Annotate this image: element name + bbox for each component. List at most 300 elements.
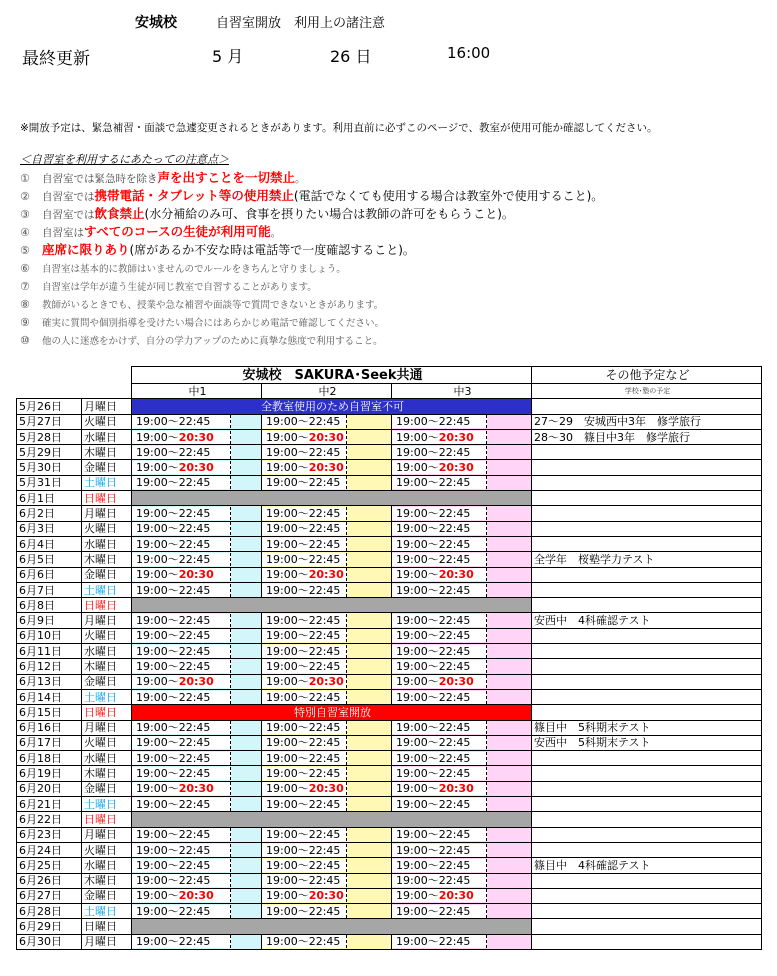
time-start: 19:00～ xyxy=(136,843,179,857)
time-end: 22:45 xyxy=(178,614,211,628)
rule-text: 自習室では xyxy=(42,191,95,203)
time-end: 22:45 xyxy=(178,629,211,643)
rule-item xyxy=(20,168,760,186)
time-end: 22:45 xyxy=(178,797,211,811)
row-weekday: 木曜日 xyxy=(82,445,132,460)
time-slot-grade-3 xyxy=(392,552,532,567)
time-slot-grade-3 xyxy=(392,766,532,781)
time-end: 22:45 xyxy=(178,843,211,857)
time-end: 22:45 xyxy=(438,522,471,536)
time-slot-grade-2 xyxy=(262,475,392,490)
time-start: 19:00～ xyxy=(266,721,309,735)
rule-item xyxy=(20,186,760,204)
time-slot-grade-1 xyxy=(132,781,262,796)
time-range xyxy=(392,935,487,948)
time-range xyxy=(132,782,231,795)
time-slot-grade-1 xyxy=(132,858,262,873)
table-row xyxy=(17,628,762,643)
time-range xyxy=(392,431,487,444)
time-slot-grade-3 xyxy=(392,521,532,536)
time-range xyxy=(132,629,231,642)
time-slot-grade-1 xyxy=(132,521,262,536)
row-note xyxy=(532,781,762,796)
time-end: 22:45 xyxy=(308,690,341,704)
row-note: 安西中 5科期末テスト xyxy=(532,735,762,750)
table-row xyxy=(17,613,762,628)
row-weekday: 日曜日 xyxy=(82,812,132,827)
time-range xyxy=(392,721,487,734)
time-start: 19:00～ xyxy=(266,659,309,673)
time-start: 19:00～ xyxy=(396,415,439,429)
row-weekday: 土曜日 xyxy=(82,582,132,597)
time-end: 20:30 xyxy=(438,675,474,689)
time-slot-grade-1 xyxy=(132,904,262,919)
time-range xyxy=(132,844,231,857)
time-start: 19:00～ xyxy=(136,445,179,459)
time-slot-grade-3 xyxy=(392,567,532,582)
time-start: 19:00～ xyxy=(396,552,439,566)
row-weekday: 月曜日 xyxy=(82,506,132,521)
time-slot-grade-1 xyxy=(132,766,262,781)
time-start: 19:00～ xyxy=(266,690,309,704)
time-range xyxy=(132,675,231,688)
time-range xyxy=(132,859,231,872)
time-start: 19:00～ xyxy=(266,583,309,597)
time-end: 22:45 xyxy=(178,751,211,765)
time-end: 22:45 xyxy=(438,537,471,551)
time-range xyxy=(392,538,487,551)
row-weekday: 日曜日 xyxy=(82,491,132,506)
row-note xyxy=(532,445,762,460)
time-range xyxy=(392,507,487,520)
time-start: 19:00～ xyxy=(396,507,439,521)
time-range xyxy=(392,446,487,459)
time-range xyxy=(132,584,231,597)
time-slot-grade-2 xyxy=(262,689,392,704)
time-slot-grade-2 xyxy=(262,567,392,582)
time-slot-grade-1 xyxy=(132,735,262,750)
time-range xyxy=(392,461,487,474)
time-end: 22:45 xyxy=(308,843,341,857)
row-date: 6月29日 xyxy=(17,919,82,934)
table-row xyxy=(17,521,762,536)
rule-text: 教師がいるときでも、授業や急な補習や面談等で質問できないときがあります。 xyxy=(42,300,384,311)
time-end: 22:45 xyxy=(308,614,341,628)
time-slot-grade-1 xyxy=(132,873,262,888)
row-date: 6月8日 xyxy=(17,598,82,613)
time-range xyxy=(132,553,231,566)
time-end: 22:45 xyxy=(178,583,211,597)
notice-text: ※開放予定は、緊急補習・面談で急遽変更されるときがあります。利用直前に必ずこのページで、教室が使用可能か確認してください。 xyxy=(20,122,658,134)
time-start: 19:00～ xyxy=(136,568,179,582)
time-range xyxy=(132,614,231,627)
table-row xyxy=(17,904,762,919)
row-date: 5月29日 xyxy=(17,445,82,460)
time-start: 19:00～ xyxy=(266,629,309,643)
row-note: 安西中 4科確認テスト xyxy=(532,613,762,628)
time-start: 19:00～ xyxy=(266,568,309,582)
time-range xyxy=(262,721,347,734)
time-start: 19:00～ xyxy=(396,583,439,597)
time-range xyxy=(392,629,487,642)
time-slot-grade-3 xyxy=(392,445,532,460)
row-date: 5月27日 xyxy=(17,414,82,429)
time-range xyxy=(132,905,231,918)
rule-number: ③ xyxy=(20,208,30,221)
row-date: 6月30日 xyxy=(17,934,82,949)
time-range xyxy=(132,889,231,902)
time-slot-grade-2 xyxy=(262,842,392,857)
time-slot-grade-1 xyxy=(132,414,262,429)
row-date: 6月24日 xyxy=(17,842,82,857)
time-start: 19:00～ xyxy=(266,675,309,689)
time-range xyxy=(392,675,487,688)
time-start: 19:00～ xyxy=(396,935,439,949)
time-slot-grade-2 xyxy=(262,904,392,919)
time-start: 19:00～ xyxy=(136,721,179,735)
rule-item xyxy=(20,294,760,312)
row-weekday: 火曜日 xyxy=(82,628,132,643)
time-end: 22:45 xyxy=(438,507,471,521)
table-row xyxy=(17,674,762,689)
rule-text: 。 xyxy=(270,227,282,239)
time-end: 22:45 xyxy=(178,537,211,551)
time-range xyxy=(132,507,231,520)
row-weekday: 日曜日 xyxy=(82,598,132,613)
time-slot-grade-3 xyxy=(392,858,532,873)
time-end: 22:45 xyxy=(438,828,471,842)
time-start: 19:00～ xyxy=(136,675,179,689)
time-end: 22:45 xyxy=(438,736,471,750)
row-note xyxy=(532,460,762,475)
time-slot-grade-1 xyxy=(132,797,262,812)
time-start: 19:00～ xyxy=(136,507,179,521)
row-weekday: 水曜日 xyxy=(82,536,132,551)
row-note xyxy=(532,475,762,490)
time-slot-grade-2 xyxy=(262,659,392,674)
time-slot-grade-3 xyxy=(392,506,532,521)
row-note: 篠目中 4科確認テスト xyxy=(532,858,762,873)
table-row xyxy=(17,766,762,781)
closure-banner xyxy=(132,812,532,827)
time-end: 20:30 xyxy=(438,461,474,475)
time-end: 20:30 xyxy=(178,430,214,444)
row-note xyxy=(532,934,762,949)
table-row xyxy=(17,888,762,903)
time-range xyxy=(262,614,347,627)
time-end: 22:45 xyxy=(308,736,341,750)
row-weekday: 土曜日 xyxy=(82,904,132,919)
rule-emphasis: すべてのコースの生徒が利用可能 xyxy=(84,224,271,239)
table-row xyxy=(17,491,762,506)
row-weekday: 金曜日 xyxy=(82,674,132,689)
rule-number: ④ xyxy=(20,226,30,239)
time-range xyxy=(132,415,231,428)
row-date: 6月11日 xyxy=(17,644,82,659)
row-weekday: 水曜日 xyxy=(82,429,132,444)
time-start: 19:00～ xyxy=(396,675,439,689)
time-range xyxy=(262,538,347,551)
row-note xyxy=(532,797,762,812)
time-range xyxy=(262,461,347,474)
time-start: 19:00～ xyxy=(266,751,309,765)
time-end: 20:30 xyxy=(178,675,214,689)
rule-number: ② xyxy=(20,190,30,203)
time-start: 19:00～ xyxy=(266,476,309,490)
time-start: 19:00～ xyxy=(266,874,309,888)
time-start: 19:00～ xyxy=(266,552,309,566)
time-start: 19:00～ xyxy=(396,751,439,765)
row-date: 6月26日 xyxy=(17,873,82,888)
time-start: 19:00～ xyxy=(136,858,179,872)
time-slot-grade-3 xyxy=(392,797,532,812)
time-end: 22:45 xyxy=(438,415,471,429)
row-date: 6月4日 xyxy=(17,536,82,551)
time-start: 19:00～ xyxy=(396,767,439,781)
time-end: 22:45 xyxy=(438,445,471,459)
time-start: 19:00～ xyxy=(136,614,179,628)
rule-text: 自習室では xyxy=(42,209,95,221)
time-start: 19:00～ xyxy=(136,889,179,903)
row-date: 6月25日 xyxy=(17,858,82,873)
rule-text: 。 xyxy=(295,173,306,185)
time-range xyxy=(392,645,487,658)
rule-text: 自習室は xyxy=(42,227,84,239)
time-slot-grade-1 xyxy=(132,827,262,842)
time-end: 22:45 xyxy=(178,721,211,735)
row-date: 6月3日 xyxy=(17,521,82,536)
rule-number: ⑤ xyxy=(20,244,30,257)
rule-number: ⑥ xyxy=(20,262,30,275)
time-end: 22:45 xyxy=(438,767,471,781)
time-range xyxy=(262,859,347,872)
row-weekday: 日曜日 xyxy=(82,919,132,934)
row-note xyxy=(532,582,762,597)
time-start: 19:00～ xyxy=(396,797,439,811)
time-range xyxy=(262,905,347,918)
row-weekday: 土曜日 xyxy=(82,689,132,704)
row-weekday: 土曜日 xyxy=(82,475,132,490)
time-start: 19:00～ xyxy=(396,889,439,903)
time-start: 19:00～ xyxy=(136,415,179,429)
rule-text: (電話でなくても使用する場合は教室外で使用すること)。 xyxy=(293,189,604,203)
time-end: 20:30 xyxy=(178,461,214,475)
row-note xyxy=(532,827,762,842)
table-row xyxy=(17,781,762,796)
row-date: 6月12日 xyxy=(17,659,82,674)
time-slot-grade-2 xyxy=(262,460,392,475)
time-slot-grade-1 xyxy=(132,506,262,521)
time-start: 19:00～ xyxy=(266,889,309,903)
time-slot-grade-2 xyxy=(262,613,392,628)
row-weekday: 水曜日 xyxy=(82,858,132,873)
time-range xyxy=(392,415,487,428)
time-end: 22:45 xyxy=(308,476,341,490)
time-range xyxy=(262,431,347,444)
time-start: 19:00～ xyxy=(266,935,309,949)
time-slot-grade-2 xyxy=(262,934,392,949)
rule-number: ⑧ xyxy=(20,298,30,311)
time-start: 19:00～ xyxy=(396,828,439,842)
row-weekday: 火曜日 xyxy=(82,414,132,429)
time-range xyxy=(262,935,347,948)
row-date: 6月6日 xyxy=(17,567,82,582)
row-note xyxy=(532,812,762,827)
time-slot-grade-2 xyxy=(262,888,392,903)
row-weekday: 日曜日 xyxy=(82,705,132,720)
row-note xyxy=(532,644,762,659)
time-slot-grade-2 xyxy=(262,873,392,888)
time-slot-grade-3 xyxy=(392,414,532,429)
time-start: 19:00～ xyxy=(266,461,309,475)
time-end: 22:45 xyxy=(438,659,471,673)
time-end: 22:45 xyxy=(438,690,471,704)
time-end: 20:30 xyxy=(308,461,344,475)
time-range xyxy=(132,767,231,780)
table-row xyxy=(17,414,762,429)
time-start: 19:00～ xyxy=(136,629,179,643)
table-row xyxy=(17,705,762,720)
row-note xyxy=(532,766,762,781)
row-note xyxy=(532,888,762,903)
time-range xyxy=(392,859,487,872)
time-end: 22:45 xyxy=(438,904,471,918)
time-end: 22:45 xyxy=(308,904,341,918)
time-start: 19:00～ xyxy=(396,476,439,490)
rule-item xyxy=(20,204,760,222)
school-name: 安城校 xyxy=(135,15,177,31)
time-range xyxy=(262,507,347,520)
row-date: 6月19日 xyxy=(17,766,82,781)
row-weekday: 金曜日 xyxy=(82,567,132,582)
time-range xyxy=(262,584,347,597)
time-range xyxy=(262,844,347,857)
table-row xyxy=(17,644,762,659)
time-slot-grade-3 xyxy=(392,873,532,888)
time-end: 22:45 xyxy=(308,629,341,643)
updated-time: 16:00 xyxy=(447,44,491,62)
time-slot-grade-3 xyxy=(392,689,532,704)
time-end: 22:45 xyxy=(178,415,211,429)
time-range xyxy=(262,522,347,535)
time-start: 19:00～ xyxy=(136,828,179,842)
time-slot-grade-3 xyxy=(392,674,532,689)
time-start: 19:00～ xyxy=(396,721,439,735)
row-note xyxy=(532,705,762,720)
rule-text: 確実に質問や個別指導を受けたい場合にはあらかじめ電話で確認してください。 xyxy=(42,318,385,329)
time-slot-grade-2 xyxy=(262,521,392,536)
time-end: 22:45 xyxy=(308,874,341,888)
time-slot-grade-1 xyxy=(132,751,262,766)
table-row xyxy=(17,429,762,444)
table-row xyxy=(17,827,762,842)
time-slot-grade-1 xyxy=(132,445,262,460)
time-start: 19:00～ xyxy=(136,537,179,551)
time-range xyxy=(262,568,347,581)
row-date: 6月28日 xyxy=(17,904,82,919)
time-start: 19:00～ xyxy=(266,507,309,521)
time-range xyxy=(262,660,347,673)
time-end: 22:45 xyxy=(178,445,211,459)
row-note xyxy=(532,689,762,704)
time-end: 22:45 xyxy=(308,721,341,735)
time-range xyxy=(262,446,347,459)
time-range xyxy=(392,614,487,627)
time-range xyxy=(392,798,487,811)
row-note xyxy=(532,567,762,582)
time-range xyxy=(392,844,487,857)
row-note: 28～30 篠目中3年 修学旅行 xyxy=(532,429,762,444)
row-note: 篠目中 5科期末テスト xyxy=(532,720,762,735)
time-range xyxy=(392,905,487,918)
time-end: 20:30 xyxy=(438,782,474,796)
row-weekday: 木曜日 xyxy=(82,659,132,674)
time-end: 22:45 xyxy=(178,828,211,842)
row-note xyxy=(532,873,762,888)
time-end: 22:45 xyxy=(308,507,341,521)
time-end: 20:30 xyxy=(438,568,474,582)
time-range xyxy=(392,889,487,902)
time-end: 22:45 xyxy=(438,721,471,735)
table-row xyxy=(17,934,762,949)
time-start: 19:00～ xyxy=(396,461,439,475)
time-slot-grade-3 xyxy=(392,644,532,659)
row-weekday: 金曜日 xyxy=(82,460,132,475)
time-start: 19:00～ xyxy=(136,461,179,475)
time-end: 20:30 xyxy=(308,675,344,689)
row-note xyxy=(532,659,762,674)
time-end: 22:45 xyxy=(438,614,471,628)
row-date: 6月22日 xyxy=(17,812,82,827)
time-slot-grade-2 xyxy=(262,735,392,750)
rule-number: ⑨ xyxy=(20,316,30,329)
row-date: 6月1日 xyxy=(17,491,82,506)
time-end: 22:45 xyxy=(308,797,341,811)
page-title: 自習室開放 利用上の諸注意 xyxy=(216,16,386,31)
time-start: 19:00～ xyxy=(266,828,309,842)
table-row xyxy=(17,689,762,704)
time-start: 19:00～ xyxy=(136,476,179,490)
closure-banner xyxy=(132,598,532,613)
row-note xyxy=(532,399,762,414)
rule-number: ⑦ xyxy=(20,280,30,293)
time-slot-grade-1 xyxy=(132,842,262,857)
time-end: 20:30 xyxy=(308,568,344,582)
time-end: 22:45 xyxy=(438,629,471,643)
time-slot-grade-3 xyxy=(392,781,532,796)
time-slot-grade-3 xyxy=(392,827,532,842)
time-start: 19:00～ xyxy=(136,874,179,888)
time-range xyxy=(262,889,347,902)
time-range xyxy=(392,522,487,535)
time-start: 19:00～ xyxy=(136,904,179,918)
row-weekday: 木曜日 xyxy=(82,766,132,781)
row-date: 6月9日 xyxy=(17,613,82,628)
rule-emphasis: 声を出すことを一切禁止 xyxy=(157,170,296,185)
rule-item xyxy=(20,222,760,240)
row-weekday: 金曜日 xyxy=(82,781,132,796)
time-slot-grade-1 xyxy=(132,934,262,949)
closure-banner: 全教室使用のため自習室不可 xyxy=(132,399,532,414)
time-range xyxy=(392,752,487,765)
table-row xyxy=(17,598,762,613)
time-start: 19:00～ xyxy=(136,659,179,673)
row-note xyxy=(532,628,762,643)
time-slot-grade-2 xyxy=(262,827,392,842)
time-slot-grade-1 xyxy=(132,460,262,475)
time-start: 19:00～ xyxy=(396,568,439,582)
time-start: 19:00～ xyxy=(396,858,439,872)
